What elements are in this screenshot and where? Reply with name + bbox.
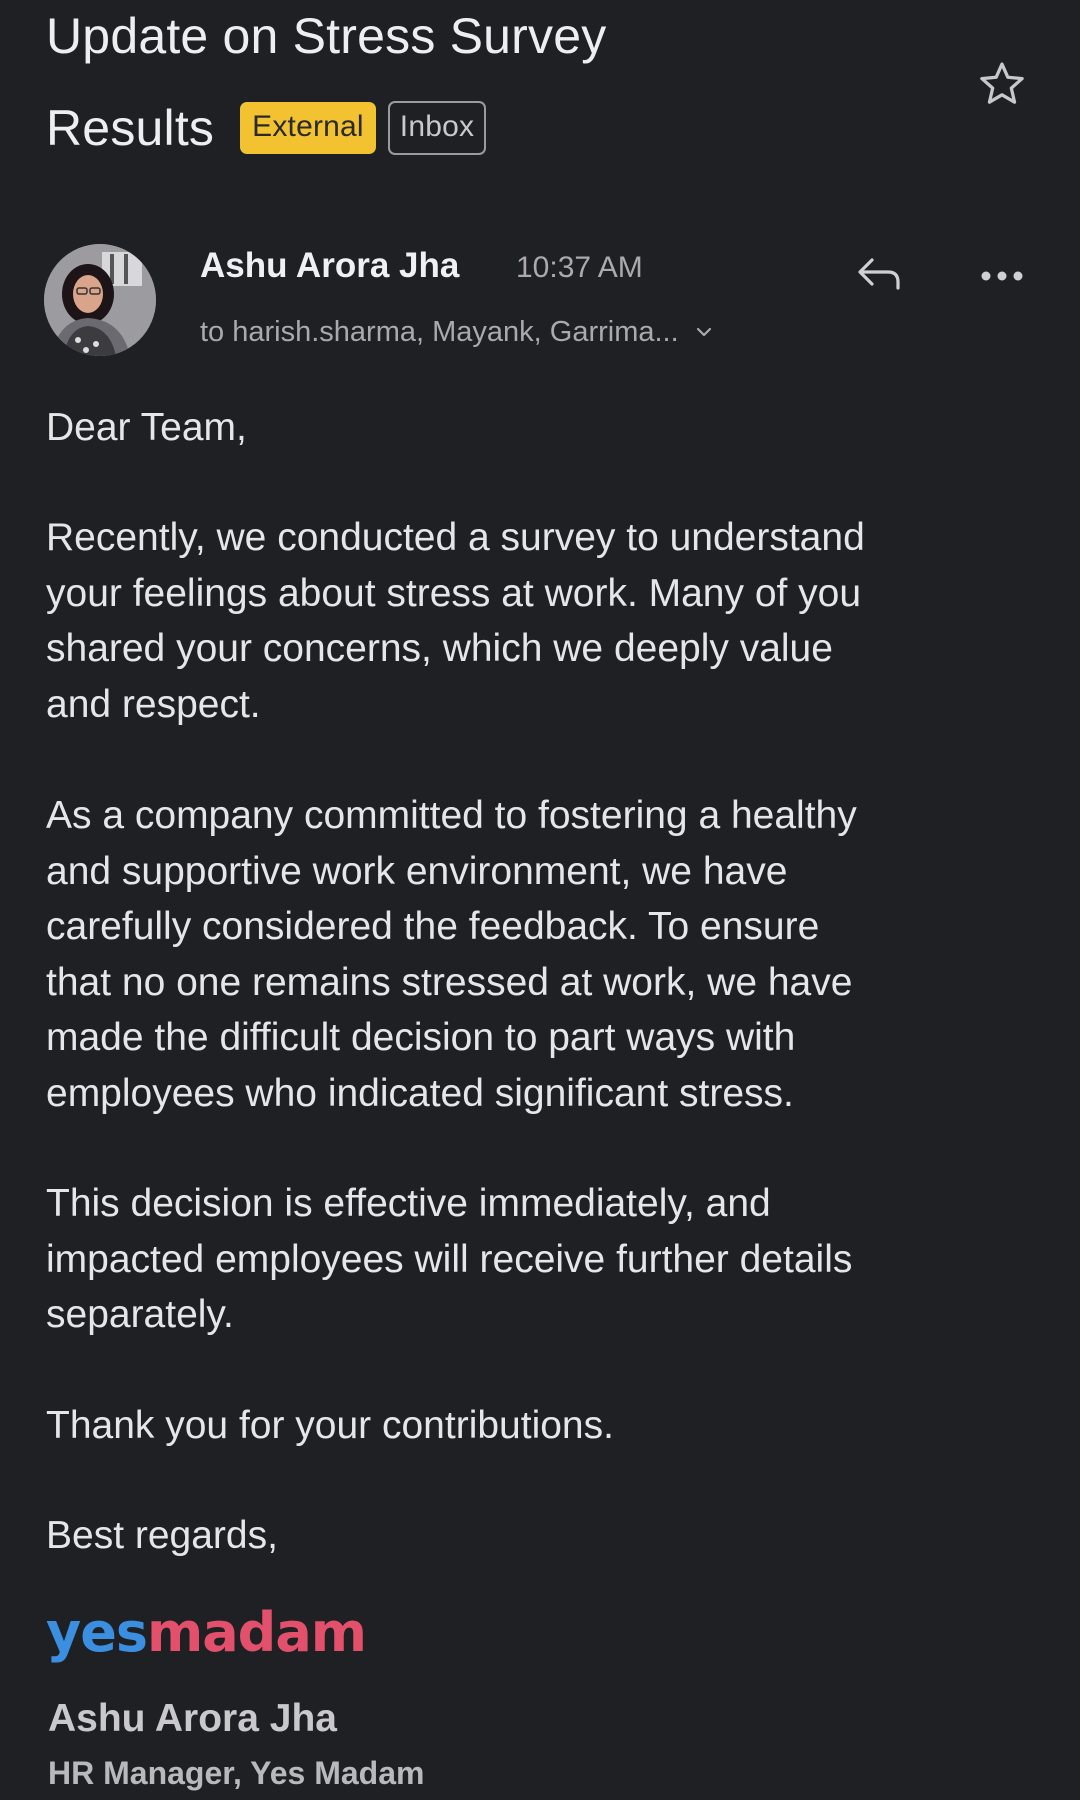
subject-line-2: Results <box>46 100 215 156</box>
closing: Best regards, <box>46 1514 278 1557</box>
signature-name: Ashu Arora Jha <box>48 1697 337 1740</box>
more-horizontal-icon[interactable] <box>978 262 1026 290</box>
inbox-label-chip[interactable]: Inbox <box>388 101 486 155</box>
subject-line-1: Update on Stress Survey <box>46 8 607 64</box>
star-icon[interactable] <box>976 58 1028 110</box>
body-paragraph-3: This decision is effective immediately, and impacted employees will receive further details separately. <box>46 1182 853 1336</box>
body-paragraph-4: Thank you for your contributions. <box>46 1404 614 1447</box>
recipients-text: to harish.sharma, Mayank, Garrima... <box>200 316 679 348</box>
body-paragraph-1: Recently, we conducted a survey to understand your feelings about stress at work. Many of you shared your concerns, which we deeply value and respect. <box>46 516 865 726</box>
body-paragraph-2: As a company committed to fostering a healthy and supportive work environment, we have carefully considered the feedback. To ensure that no one remains stressed at work, we have made the difficult decision to part ways with employees who indicated significant stress. <box>46 794 857 1115</box>
chevron-down-icon[interactable] <box>695 326 713 338</box>
avatar-image <box>44 244 156 356</box>
logo-madam: madam <box>146 1601 367 1664</box>
signature-title: HR Manager, Yes Madam <box>48 1755 425 1791</box>
greeting: Dear Team, <box>46 406 247 449</box>
sender-name[interactable]: Ashu Arora Jha <box>200 246 460 285</box>
sender-avatar[interactable] <box>44 244 156 356</box>
subject-line-2-row <box>46 82 946 174</box>
logo-yes: yes <box>46 1601 147 1664</box>
recipients-toggle[interactable] <box>200 312 713 352</box>
external-label-chip[interactable]: External <box>240 102 376 154</box>
email-subject <box>46 0 946 174</box>
reply-icon[interactable] <box>852 254 908 294</box>
email-time: 10:37 AM <box>516 251 643 284</box>
company-logo <box>46 1598 366 1668</box>
